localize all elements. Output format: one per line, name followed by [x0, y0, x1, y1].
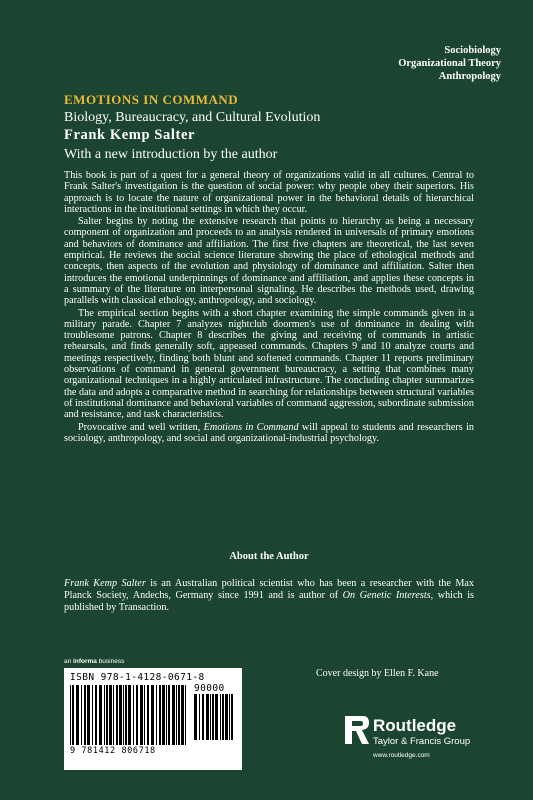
isbn-barcode [64, 668, 242, 770]
barcode-stripe [119, 685, 122, 745]
barcode-stripe [212, 694, 214, 740]
book-title-italic: Emotions in Command [203, 421, 299, 433]
price-barcode-bars [194, 694, 234, 740]
text-span: Provocative and well written, [78, 421, 204, 433]
barcode-stripe [181, 685, 184, 745]
description-paragraph: This book is part of a quest for a general theory of organizations valid in all cultures. Central to Frank Salter's investigation is the question of social power: why people obey their superiors. His approach is to locate the nature of organizational power in the behavioral details of hierarchical interactions in the institutional settings in which they occur. [64, 170, 474, 215]
subject-list [398, 44, 501, 83]
barcode-stripe [178, 685, 180, 745]
barcode-stripe [99, 685, 102, 745]
cover-design-credit: Cover design by Ellen F. Kane [316, 668, 439, 679]
barcode-stripe [76, 685, 79, 745]
author-name-italic: Frank Kemp Salter [64, 578, 146, 589]
barcode-stripe [172, 685, 175, 745]
barcode-stripe [116, 685, 118, 745]
subject-item: Anthropology [438, 71, 501, 82]
barcode-stripe [84, 685, 86, 745]
publisher-name: Routledge [373, 716, 457, 735]
isbn-label: ISBN 978-1-4128-0671-8 [70, 672, 205, 683]
description-paragraph: Salter begins by noting the extensive research that points to hierarchy as being a necessary component of organization and proceeds to an analysis rendered in universals of primary emotions and behaviors of dominance and affiliation. The first five chapters are theoretical, the last seven empirical. He reviews the social science literature showing the place of ethological methods and concepts, then aspects of the evolution and physiology of dominance and affiliation. Salter then introduces the emotional underpinnings of dominance and affiliation, and applies these concepts in a summary of the literature on interpersonal signaling. He describes the methods used, drawing parallels with classical ethology, anthropology, and sociology. [64, 216, 474, 307]
barcode-stripe [176, 685, 177, 745]
publisher-group: Taylor & Francis Group [373, 736, 471, 747]
text-span: an [64, 658, 74, 665]
price-code: 90000 [194, 683, 225, 694]
barcode-stripe [113, 685, 114, 745]
barcode-stripe [231, 694, 233, 740]
barcode-stripe [220, 694, 221, 740]
barcode-stripe [185, 685, 186, 745]
barcode-stripe [229, 694, 230, 740]
barcode-stripe [81, 685, 82, 745]
new-introduction-note: With a new introduction by the author [64, 147, 278, 162]
barcode-stripe [199, 694, 200, 740]
informa-logo-text: informa [73, 658, 97, 665]
barcode-stripe [206, 694, 209, 740]
barcode-stripe [136, 685, 138, 745]
informa-tagline [64, 658, 124, 665]
barcode-stripe [222, 694, 224, 740]
barcode-stripe [106, 685, 108, 745]
barcode-stripe [128, 685, 131, 745]
subject-item: Organizational Theory [398, 58, 501, 69]
subject-item: Sociobiology [444, 45, 501, 56]
barcode-stripe [194, 694, 197, 740]
barcode-stripe [95, 685, 97, 745]
description-paragraph: The empirical section begins with a short chapter examining the simple commands given in a military parade. Chapter 7 analyzes nightclub doormen's use of dominance in dealing with troublesome patrons. Chapter 8 describes the giving and receiving of commands in artistic rehearsals, and finds generally soft, appeased commands. Chapters 9 and 10 analyze courts and meetings respectively, finding both blunt and softened commands. Chapter 11 reports preliminary observations of command in general government bureaucracy, a setting that combines many organizational techniques in a highly articulated infrastructure. The concluding chapter summarizes the data and adopts a comparative method in searching for relationships between structural variables of institutional dominance and behavioral variables of command aggression, subordinate submission and resistance, and task characteristics. [64, 307, 474, 421]
barcode-stripe [159, 685, 161, 745]
barcode-stripe [166, 685, 167, 745]
barcode-digits: 9 781412 806718 [70, 746, 156, 756]
barcode-stripe [87, 685, 90, 745]
barcode-stripe [156, 685, 157, 745]
barcode-stripe [202, 694, 204, 740]
barcode-row [70, 683, 236, 745]
barcode-stripe [225, 694, 228, 740]
barcode-stripe [133, 685, 134, 745]
about-author-heading: About the Author [229, 551, 309, 562]
price-block [194, 683, 234, 745]
barcode-stripe [92, 685, 93, 745]
barcode-stripe [162, 685, 165, 745]
about-author-text [64, 578, 474, 613]
barcode-stripe [109, 685, 112, 745]
publisher-url: www.routledge.com [373, 752, 430, 759]
barcode-stripe [125, 685, 127, 745]
book-title: EMOTIONS IN COMMAND [64, 92, 239, 107]
barcode-stripe [72, 685, 74, 745]
barcode-stripe [123, 685, 124, 745]
author-name: Frank Kemp Salter [64, 127, 196, 143]
barcode-stripe [140, 685, 143, 745]
book-subtitle: Biology, Bureaucracy, and Cultural Evolution [64, 110, 321, 125]
publisher-logo [343, 714, 493, 770]
barcode-stripe [151, 685, 154, 745]
barcode-stripe [70, 685, 71, 745]
barcode-stripe [144, 685, 145, 745]
barcode-bars [70, 685, 188, 745]
text-span: will appeal to students and researchers in sociology, anthropology, and social and organizational-industrial psychology. [64, 421, 475, 444]
barcode-stripe [147, 685, 149, 745]
barcode-stripe [215, 694, 218, 740]
text-span: which is published by Transaction. [64, 589, 474, 613]
barcode-stripe [210, 694, 211, 740]
barcode-stripe [104, 685, 105, 745]
barcode-stripe [168, 685, 170, 745]
other-book-italic: On Genetic Interests, [342, 589, 434, 601]
routledge-logo-icon [343, 714, 371, 746]
description-paragraph [64, 422, 474, 445]
text-span: business [96, 658, 125, 665]
text-span: is an Australian political scientist who has been a researcher with the Max Planck Society, Andechs, Germany since 1991 and is author of [64, 578, 474, 601]
description-body [64, 170, 474, 445]
